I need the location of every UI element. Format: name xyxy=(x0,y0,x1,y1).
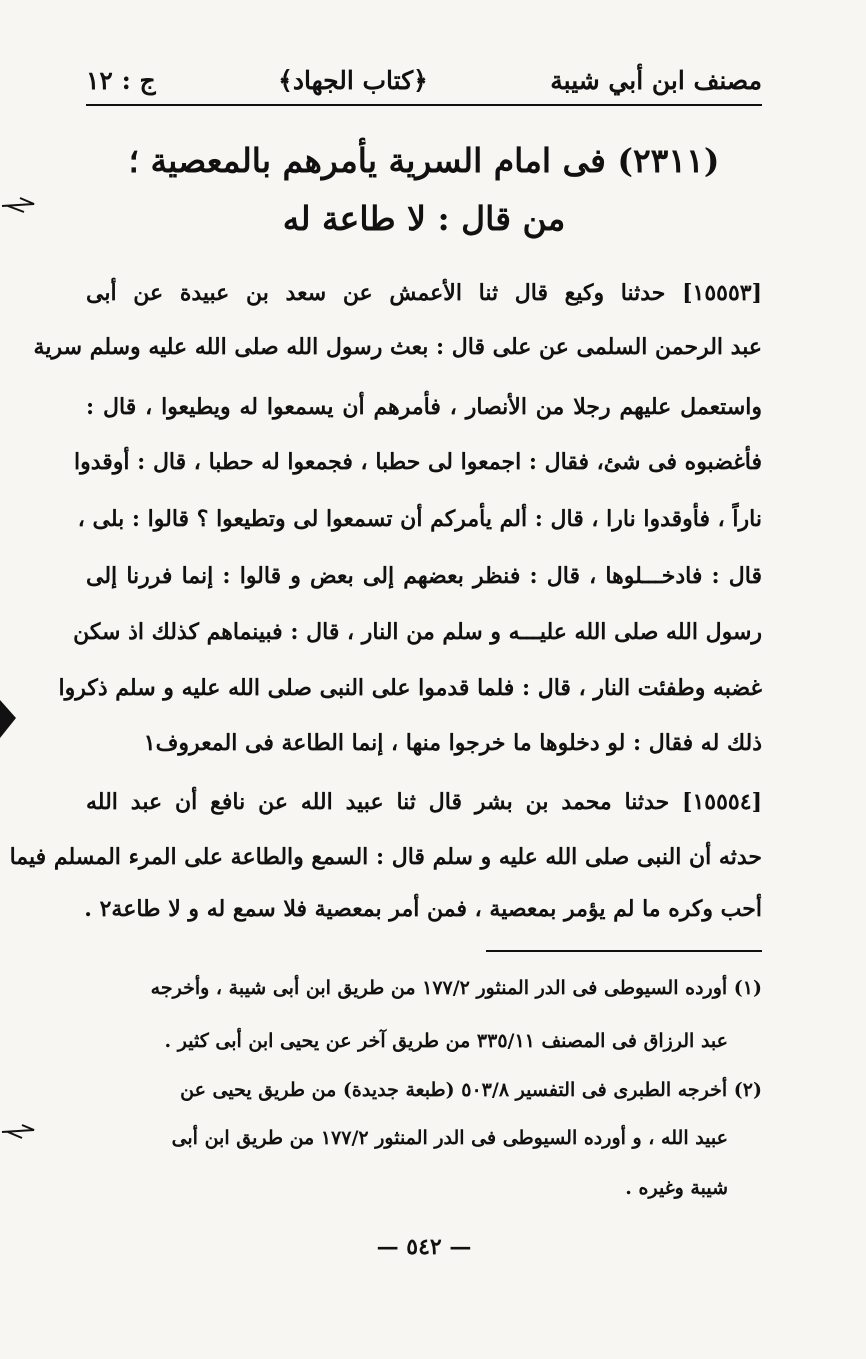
chapter-title: (٢٣١١) فى امام السرية يأمرهم بالمعصية ؛ xyxy=(128,141,720,180)
body-line: ناراً ، فأوقدوا نارا ، قال : ألم يأمركم أن تسمعوا لى وتطيعوا ؟ قالوا : بلى ، xyxy=(77,506,762,532)
running-header xyxy=(86,58,762,102)
footnote-line: عبيد الله ، و أورده السيوطى فى الدر المنثور ١٧٧/٢ من طريق ابن أبى xyxy=(171,1127,728,1149)
body-line: غضبه وطفئت النار ، قال : فلما قدموا على النبى صلى الله عليه و سلم ذكروا xyxy=(58,675,762,701)
body-line: [١٥٥٥٤] حدثنا محمد بن بشر قال ثنا عبيد الله عن نافع أن عبد الله xyxy=(86,789,762,815)
body-line: أحب وكره ما لم يؤمر بمعصية ، فمن أمر بمعصية فلا سمع له و لا طاعة٢ . xyxy=(84,896,762,922)
margin-mark xyxy=(0,1120,40,1144)
body-line: قال : فادخـــلوها ، قال : فنظر بعضهم إلى بعض و قالوا : إنما فررنا إلى xyxy=(86,563,762,589)
footnote-line: (٢) أخرجه الطبرى فى التفسير ٥٠٣/٨ (طبعة جديدة) من طريق يحيى عن xyxy=(180,1079,762,1101)
footnote-line: شيبة وغيره . xyxy=(625,1177,728,1199)
volume-label: ج : ١٢ xyxy=(86,65,156,95)
footnote-line: عبد الرزاق فى المصنف ٣٣٥/١١ من طريق آخر عن يحيى ابن أبى كثير . xyxy=(164,1030,728,1052)
body-line: عبد الرحمن السلمى عن على قال : بعث رسول الله صلى الله عليه وسلم سرية xyxy=(33,334,762,360)
footnote-line: (١) أورده السيوطى فى الدر المنثور ١٧٧/٢ من طريق ابن أبى شيبة ، وأخرجه xyxy=(150,977,762,999)
section-title: ﴿كتاب الجهاد﴾ xyxy=(278,65,428,95)
footnote-rule xyxy=(486,950,762,952)
body-line: فأغضبوه فى شئ، فقال : اجمعوا لى حطبا ، فجمعوا له حطبا ، قال : أوقدوا xyxy=(73,449,762,475)
chapter-subtitle: من قال : لا طاعة له xyxy=(282,199,566,238)
body-line: حدثه أن النبى صلى الله عليه و سلم قال : السمع والطاعة على المرء المسلم فيما xyxy=(9,844,762,870)
binding-mark xyxy=(0,700,24,740)
body-line: رسول الله صلى الله عليـــه و سلم من النار ، قال : فبينماهم كذلك اذ سكن xyxy=(73,619,762,645)
header-rule xyxy=(86,104,762,106)
body-line: واستعمل عليهم رجلا من الأنصار ، فأمرهم أن يسمعوا له ويطيعوا ، قال : xyxy=(86,394,762,420)
book-title: مصنف ابن أبي شيبة xyxy=(550,65,762,95)
body-line: ذلك له فقال : لو دخلوها ما خرجوا منها ، إنما الطاعة فى المعروف١ xyxy=(143,730,762,756)
margin-mark xyxy=(0,190,40,220)
body-line: [١٥٥٥٣] حدثنا وكيع قال ثنا الأعمش عن سعد بن عبيدة عن أبى xyxy=(86,280,763,306)
page-number: — ٥٤٢ — xyxy=(376,1234,472,1260)
